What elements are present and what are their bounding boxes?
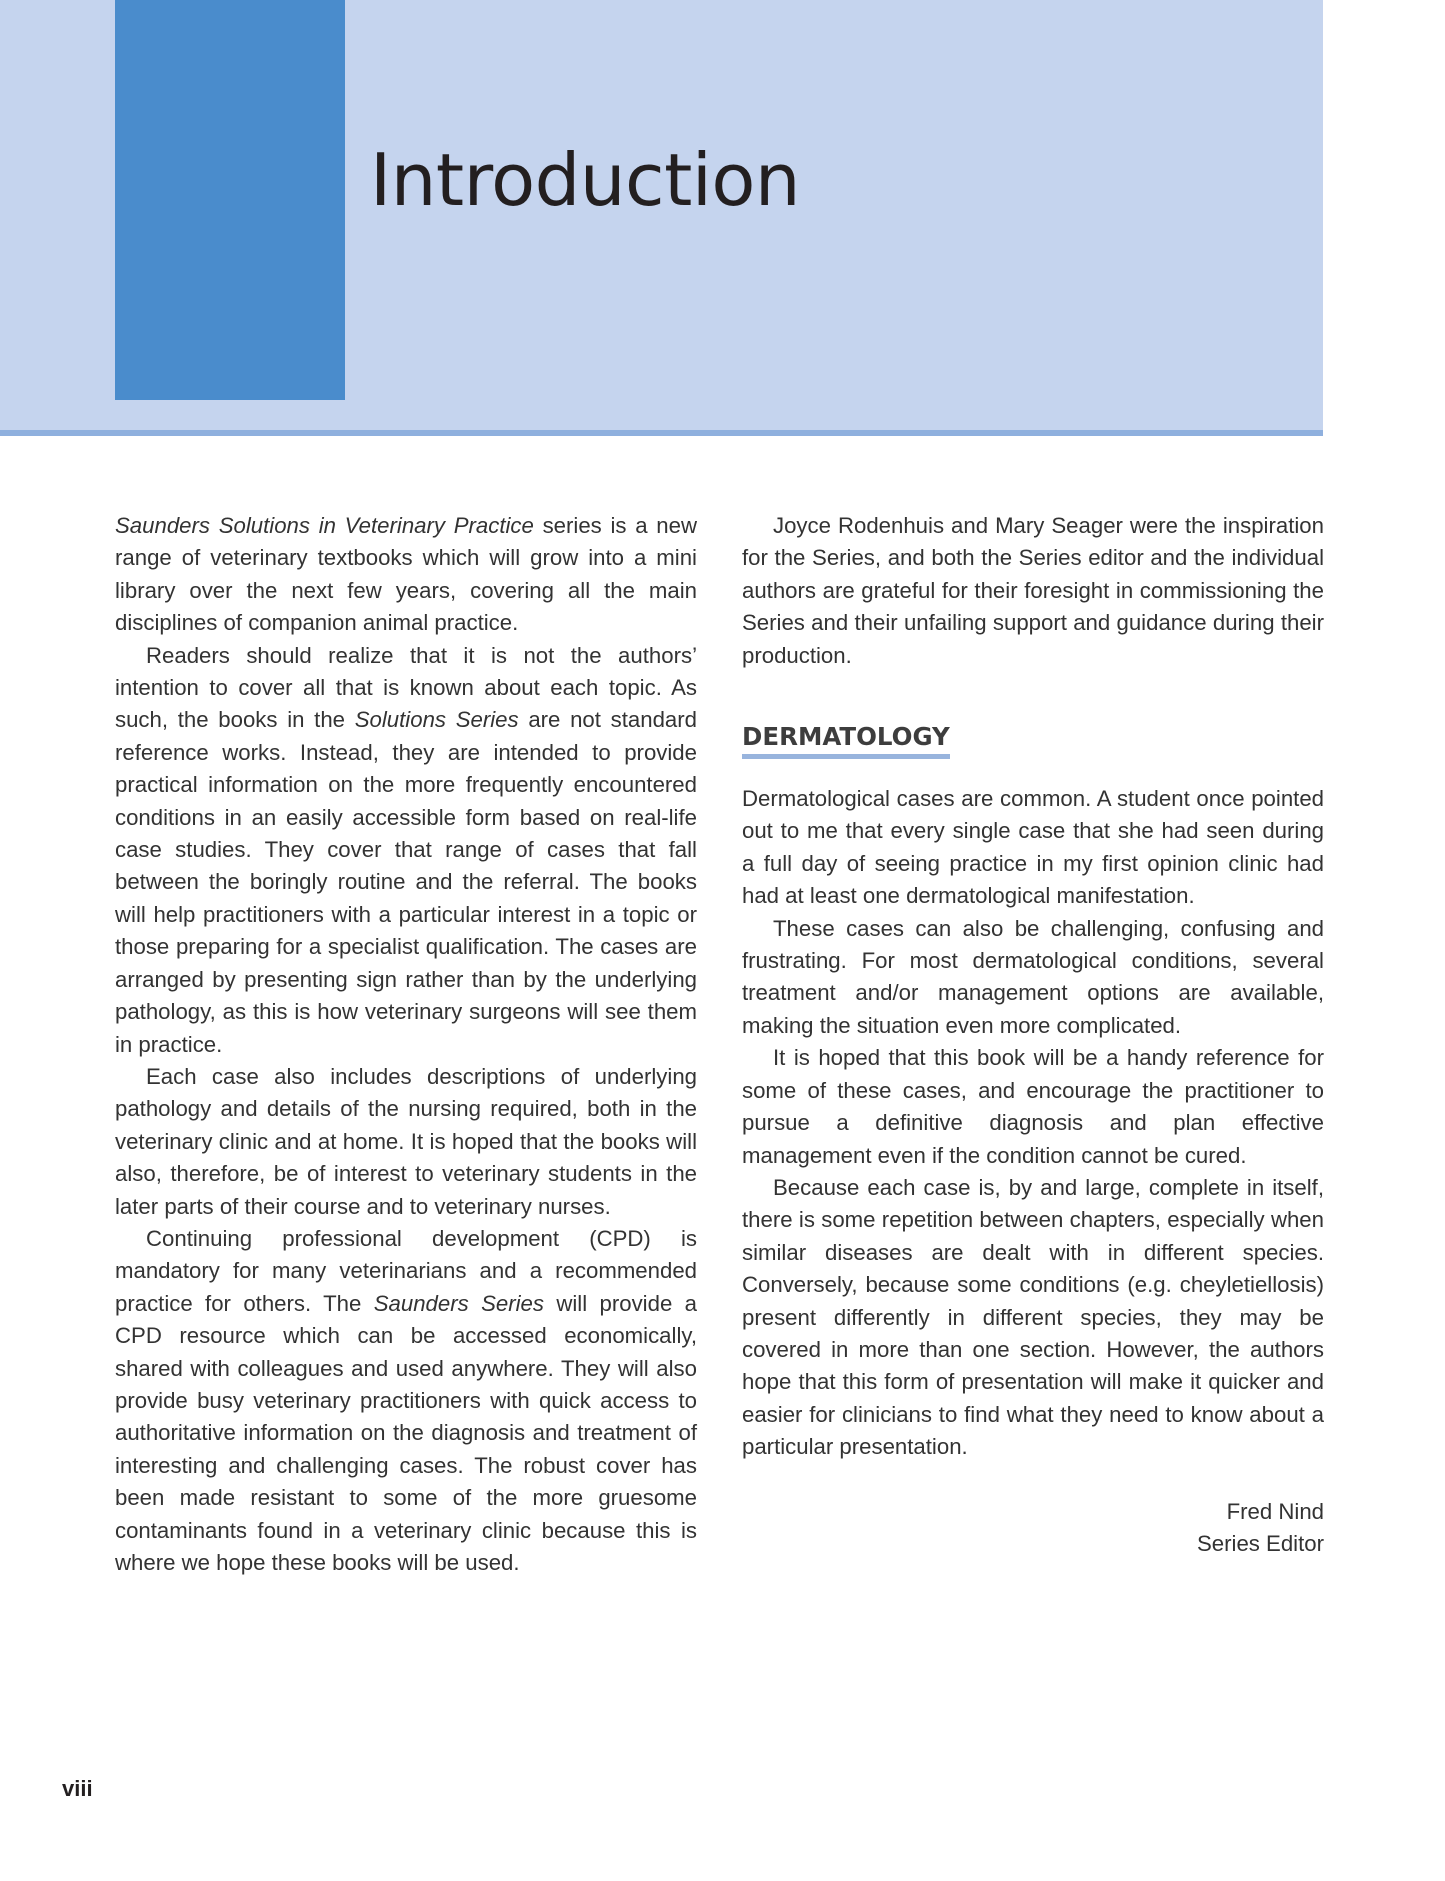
series-name: Saunders Series [373, 1290, 544, 1316]
left-column [115, 510, 697, 1579]
paragraph: These cases can also be challenging, confusing and frustrating. For most dermatological conditions, several treatment and/or management options are available, making the situation even more complicated. [742, 915, 1324, 1038]
paragraph: Dermatological cases are common. A student once pointed out to me that every single case that she had seen during a full day of seeing practice in my first opinion clinic had had at least one dermatological manifestation. [742, 786, 1324, 909]
section-heading-dermatology: DERMATOLOGY [742, 722, 950, 759]
paragraph: Joyce Rodenhuis and Mary Seager were the inspiration for the Series, and both the Series editor and the individual authors are grateful for their foresight in commissioning the Series and their unfailing support and guidance during their production. [742, 513, 1324, 668]
series-name: Solutions Series [354, 707, 519, 733]
page-title: Introduction [370, 138, 801, 222]
paragraph: It is hoped that this book will be a handy reference for some of these cases, and encourage the practitioner to pursue a definitive diagnosis and plan effective management even if the condition cannot be cured. [742, 1045, 1324, 1168]
series-name: Saunders Solutions in Veterinary Practice [115, 513, 534, 538]
paragraph: Continuing professional development (CPD) is mandatory for many veterinarians and a recommended practice for others. The Saunders Series will provide a CPD resource which can be accessed economically, shared with colleagues and used anywhere. They will also provide busy veterinary practitioners with quick access to authoritative information on the diagnosis and treatment of interesting and challenging cases. The robust cover has been made resistant to some of the more gruesome contaminants found in a veterinary clinic because this is where we hope these books will be used. [115, 1225, 697, 1575]
signature-role: Series Editor [1196, 1530, 1324, 1556]
paragraph: Saunders Solutions in Veterinary Practice series is a new range of veterinary textbooks which will grow into a mini library over the next few years, covering all the main disciplines of companion animal practice. [115, 513, 697, 636]
page-number: viii [62, 1776, 93, 1801]
paragraph: Because each case is, by and large, complete in itself, there is some repetition between chapters, especially when similar diseases are dealt with in different species. Conversely, because some conditions (e.g. cheyletiellosis) present differently in different species, they may be covered in more than one section. However, the authors hope that this form of presentation will make it quicker and easier for clinicians to find what they need to know about a particular presentation. [742, 1174, 1324, 1460]
signature-name: Fred Nind [1226, 1498, 1324, 1524]
header-accent-block [115, 0, 345, 400]
right-column [742, 510, 1324, 1560]
signature [742, 1496, 1324, 1561]
paragraph: Readers should realize that it is not the authors’ intention to cover all that is known about each topic. As such, the books in the Solutions Series are not standard reference works. Instead, they are intended to provide practical information on the more frequently encountered conditions in an easily accessible form based on real-life case studies. They cover that range of cases that fall between the boringly routine and the referral. The books will help practitioners with a particular interest in a topic or those preparing for a specialist qualification. The cases are arranged by presenting sign rather than by the underlying pathology, as this is how veterinary surgeons will see them in practice. [115, 642, 697, 1057]
paragraph: Each case also includes descriptions of underlying pathology and details of the nursing required, both in the veterinary clinic and at home. It is hoped that the books will also, therefore, be of interest to veterinary students in the later parts of their course and to veterinary nurses. [115, 1063, 697, 1219]
header-band [0, 0, 1323, 436]
